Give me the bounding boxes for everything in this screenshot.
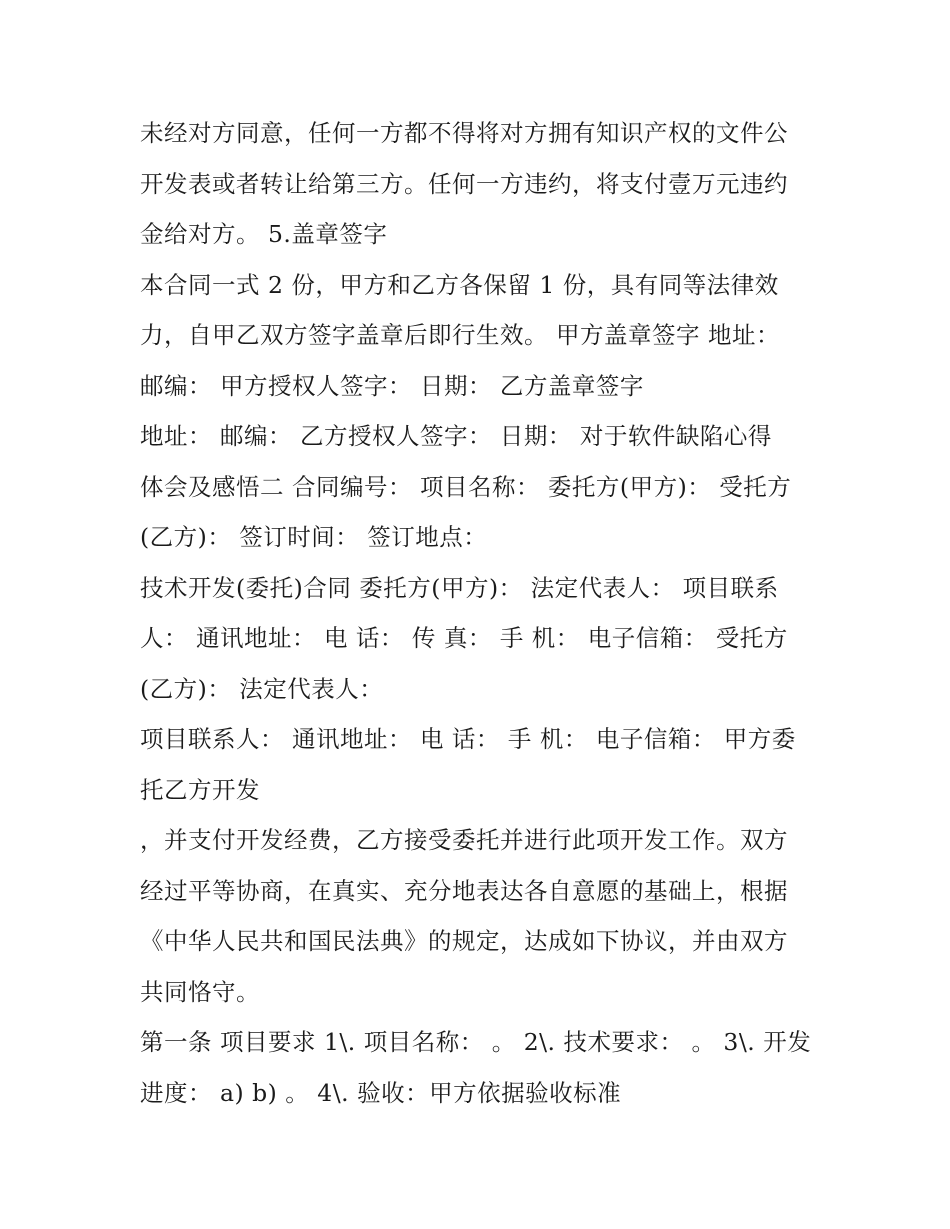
text-line: 体会及感悟二 合同编号： 项目名称： 委托方(甲方)： 受托方 — [140, 472, 792, 501]
text-line: 邮编： 甲方授权人签字： 日期： 乙方盖章签字 — [140, 371, 644, 400]
text-line: 项目联系人： 通讯地址： 电 话： 手 机： 电子信箱： 甲方委 — [140, 725, 796, 753]
text-line: 金给对方。 5.盖章签字 — [140, 220, 388, 248]
text-line: 经过平等协商，在真实、充分地表达各自意愿的基础上，根据 — [140, 876, 788, 905]
text-line: 第一条 项目要求 1\. 项目名称： 。 2\. 技术要求： 。 3\. 开发 — [140, 1028, 812, 1056]
text-line: 共同恪守。 — [140, 977, 260, 1006]
text-line: 开发表或者转让给第三方。任何一方违约，将支付壹万元违约 — [140, 169, 788, 198]
text-line: 进度： a) b) 。 4\. 验收：甲方依据验收标准 — [140, 1078, 622, 1107]
text-line: 本合同一式 2 份，甲方和乙方各保留 1 份，具有同等法律效 — [140, 270, 779, 299]
text-line: 力，自甲乙双方签字盖章后即行生效。 甲方盖章签字 地址： — [140, 321, 780, 349]
document-body — [140, 108, 820, 1118]
text-line: 托乙方开发 — [140, 775, 260, 804]
text-line: 人： 通讯地址： 电 话： 传 真： 手 机： 电子信箱： 受托方 — [140, 624, 788, 652]
text-line: ，并支付开发经费，乙方接受委托并进行此项开发工作。双方 — [140, 826, 788, 854]
text-line: 《中华人民共和国民法典》的规定，达成如下协议，并由双方 — [140, 927, 788, 955]
text-line: (乙方)： 法定代表人： — [140, 674, 384, 703]
text-line: 技术开发(委托)合同 委托方(甲方)： 法定代表人： 项目联系 — [140, 573, 779, 602]
text-line: 地址： 邮编： 乙方授权人签字： 日期： 对于软件缺陷心得 — [140, 422, 772, 450]
text-line: 未经对方同意，任何一方都不得将对方拥有知识产权的文件公 — [140, 119, 788, 147]
text-line: (乙方)： 签订时间： 签订地点： — [140, 523, 488, 551]
